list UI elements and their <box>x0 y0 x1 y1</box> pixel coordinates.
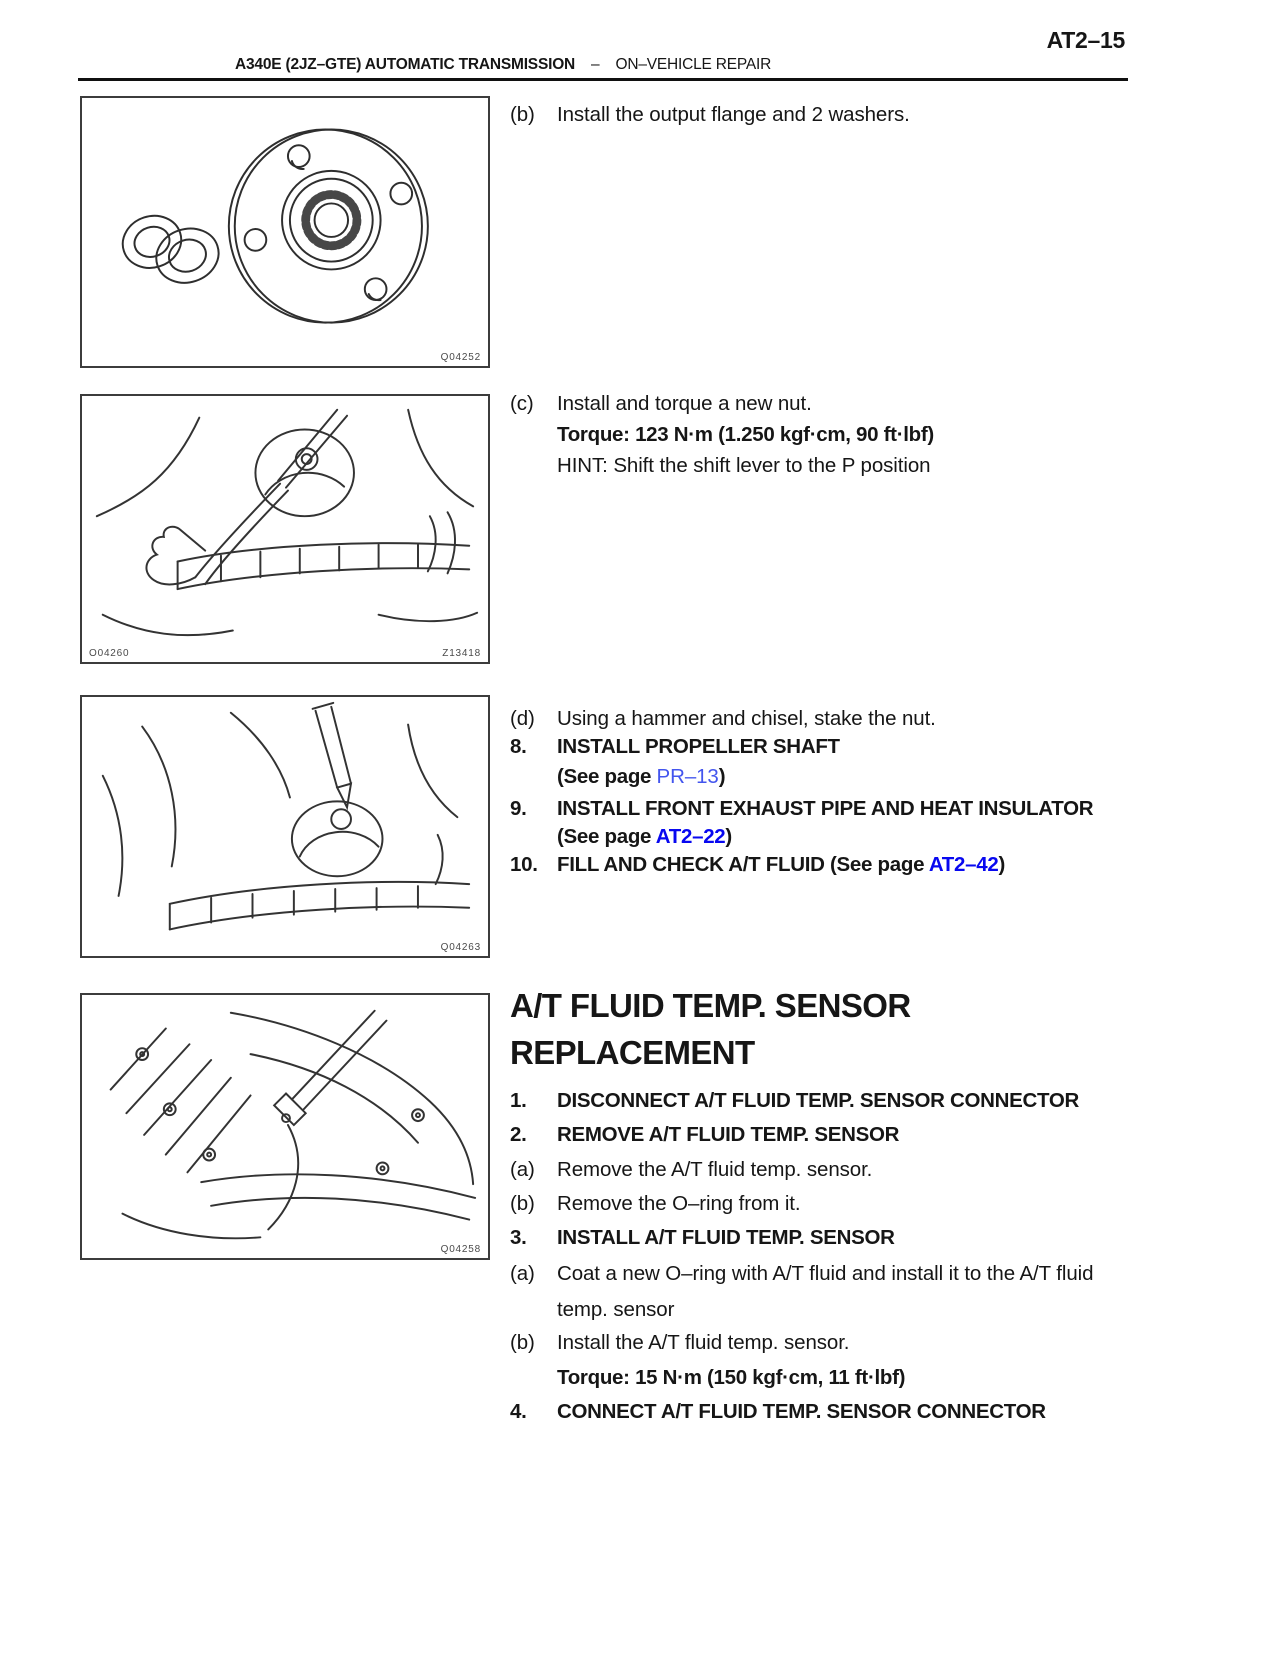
running-header-separator: – <box>591 56 600 73</box>
section-step-2b <box>510 1190 1135 1217</box>
step-title: INSTALL A/T FLUID TEMP. SENSOR <box>557 1226 895 1249</box>
torque-wrench-illustration <box>82 396 488 662</box>
figure-code: Q04258 <box>440 1244 481 1255</box>
step-text: Install the A/T fluid temp. sensor. <box>557 1331 850 1354</box>
figure-box-torque-nut <box>80 394 490 664</box>
section-step-2a <box>510 1156 1135 1183</box>
step-text: Install the output flange and 2 washers. <box>557 103 910 126</box>
step-9 <box>510 795 1135 822</box>
section-step-4 <box>510 1398 1135 1425</box>
step-title: CONNECT A/T FLUID TEMP. SENSOR CONNECTOR <box>557 1400 1046 1423</box>
section-title-line1: A/T FLUID TEMP. SENSOR <box>510 987 911 1024</box>
chisel-staking-illustration <box>82 697 488 956</box>
figure-code: Z13418 <box>442 648 481 659</box>
hint-text: HINT: Shift the shift lever to the P position <box>557 454 931 477</box>
figure-box-output-flange <box>80 96 490 368</box>
step-number: 2. <box>510 1123 527 1146</box>
step-number: 3. <box>510 1226 527 1249</box>
step-label: (a) <box>510 1262 535 1285</box>
section-title-line2: REPLACEMENT <box>510 1034 755 1071</box>
page-link-at2-22[interactable]: AT2–22 <box>655 825 726 848</box>
see-page-suffix: ) <box>718 765 726 788</box>
step-number: 10. <box>510 853 538 876</box>
section-step-3b <box>510 1329 1135 1356</box>
step-d <box>510 705 1135 732</box>
output-flange-illustration <box>82 98 488 366</box>
step-title-prefix: FILL AND CHECK A/T FLUID (See page <box>557 853 929 876</box>
see-page-line <box>557 823 1135 850</box>
page-number: AT2–15 <box>1046 27 1125 53</box>
see-page-prefix: (See page <box>557 765 657 788</box>
torque-spec: Torque: 123 N·m (1.250 kgf·cm, 90 ft·lbf) <box>557 423 934 446</box>
step-text: Install and torque a new nut. <box>557 392 812 415</box>
header-rule <box>78 78 1128 81</box>
see-page-prefix: (See page <box>557 825 656 848</box>
section-step-3a <box>510 1256 1135 1328</box>
step-label: (a) <box>510 1158 535 1181</box>
running-header <box>235 56 771 74</box>
figure-box-stake-nut <box>80 695 490 958</box>
step-title: INSTALL PROPELLER SHAFT <box>557 735 840 758</box>
step-text: Remove the O–ring from it. <box>557 1192 801 1215</box>
step-text: Remove the A/T fluid temp. sensor. <box>557 1158 873 1181</box>
step-label: (b) <box>510 1331 535 1354</box>
step-title-suffix: ) <box>998 853 1005 876</box>
step-text: Coat a new O–ring with A/T fluid and install it to the A/T fluid temp. sensor <box>557 1262 1094 1321</box>
step-b <box>510 101 1135 128</box>
step-text: Using a hammer and chisel, stake the nut. <box>557 707 936 730</box>
running-header-section: ON–VEHICLE REPAIR <box>615 56 772 73</box>
figure-code: O04260 <box>89 648 130 659</box>
figure-box-temp-sensor <box>80 993 490 1260</box>
page-link-at2-42[interactable]: AT2–42 <box>928 853 999 876</box>
section-step-3 <box>510 1224 1135 1251</box>
step-label: (c) <box>510 392 534 415</box>
step-number: 8. <box>510 735 527 758</box>
torque-spec: Torque: 15 N·m (150 kgf·cm, 11 ft·lbf) <box>557 1366 906 1389</box>
step-label: (d) <box>510 707 535 730</box>
see-page-suffix: ) <box>725 825 732 848</box>
section-step-2 <box>510 1121 1135 1148</box>
step-label: (b) <box>510 1192 535 1215</box>
running-header-title: A340E (2JZ–GTE) AUTOMATIC TRANSMISSION <box>235 56 576 73</box>
step-title: REMOVE A/T FLUID TEMP. SENSOR <box>557 1123 900 1146</box>
step-number: 1. <box>510 1089 527 1112</box>
step-label: (b) <box>510 103 535 126</box>
step-8 <box>510 733 1135 760</box>
step-number: 9. <box>510 797 527 820</box>
step-c <box>510 390 1135 417</box>
step-title: INSTALL FRONT EXHAUST PIPE AND HEAT INSULATOR <box>557 797 1094 820</box>
temp-sensor-illustration <box>82 995 488 1258</box>
step-title: DISCONNECT A/T FLUID TEMP. SENSOR CONNECTOR <box>557 1089 1080 1112</box>
step-number: 4. <box>510 1400 527 1423</box>
see-page-line <box>557 763 1135 790</box>
section-step-1 <box>510 1087 1135 1114</box>
page-link-pr-13[interactable]: PR–13 <box>656 765 719 788</box>
step-10 <box>510 851 1135 878</box>
figure-code: Q04252 <box>440 352 481 363</box>
step-title <box>557 851 1005 878</box>
figure-code: Q04263 <box>440 942 481 953</box>
